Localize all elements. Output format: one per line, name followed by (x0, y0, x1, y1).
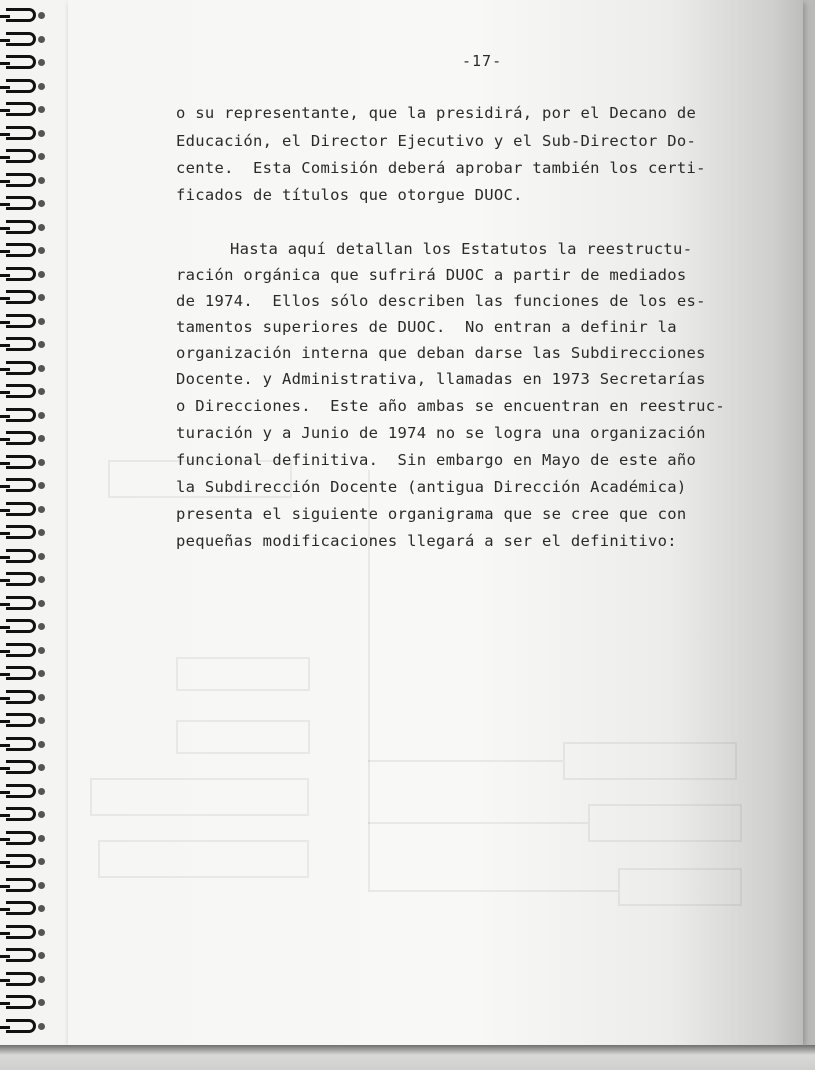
bleed-through-box (98, 840, 309, 878)
spiral-binding (0, 0, 48, 1045)
binding-ring (6, 314, 36, 328)
binding-hole (38, 459, 45, 466)
binding-ring (6, 1019, 36, 1033)
binding-hole (38, 106, 45, 113)
binding-hole (38, 670, 45, 677)
binding-ring (6, 384, 36, 398)
binding-ring (6, 619, 36, 633)
text-line: pequeñas modificaciones llegará a ser el definitivo: (176, 532, 677, 550)
binding-hole (38, 882, 45, 889)
binding-hole (38, 271, 45, 278)
binding-ring (6, 102, 36, 116)
bleed-through-line (368, 822, 588, 824)
binding-ring (6, 831, 36, 845)
text-line: turación y a Junio de 1974 no se logra una organización (176, 424, 706, 442)
text-line: tamentos superiores de DUOC. No entran a definir la (176, 318, 677, 336)
binding-hole (38, 12, 45, 19)
text-line: de 1974. Ellos sólo describen las funciones de los es- (176, 292, 706, 310)
binding-hole (38, 623, 45, 630)
bleed-through-box (618, 868, 742, 906)
binding-hole (38, 858, 45, 865)
binding-ring (6, 126, 36, 140)
binding-hole (38, 388, 45, 395)
binding-ring (6, 502, 36, 516)
binding-hole (38, 976, 45, 983)
binding-hole (38, 36, 45, 43)
binding-ring (6, 267, 36, 281)
binding-ring (6, 525, 36, 539)
page-number: -17- (462, 52, 503, 70)
text-line: Educación, el Director Ejecutivo y el Sub-Director Do- (176, 132, 697, 150)
binding-hole (38, 482, 45, 489)
binding-ring (6, 596, 36, 610)
binding-hole (38, 506, 45, 513)
binding-ring (6, 79, 36, 93)
binding-ring (6, 690, 36, 704)
binding-hole (38, 153, 45, 160)
binding-hole (38, 717, 45, 724)
binding-hole (38, 788, 45, 795)
binding-ring (6, 760, 36, 774)
binding-hole (38, 764, 45, 771)
binding-ring (6, 220, 36, 234)
binding-ring (6, 995, 36, 1009)
bleed-through-box (176, 657, 310, 691)
binding-ring (6, 290, 36, 304)
text-line: ración orgánica que sufrirá DUOC a partir de mediados (176, 266, 687, 284)
binding-hole (38, 999, 45, 1006)
bleed-through-box (176, 720, 310, 754)
bleed-through-line (368, 890, 618, 892)
binding-hole (38, 435, 45, 442)
binding-hole (38, 1023, 45, 1030)
text-line: ficados de títulos que otorgue DUOC. (176, 186, 523, 204)
document-page (68, 0, 803, 1045)
binding-ring (6, 408, 36, 422)
binding-hole (38, 741, 45, 748)
binding-hole (38, 553, 45, 560)
binding-ring (6, 901, 36, 915)
binding-ring (6, 737, 36, 751)
binding-ring (6, 878, 36, 892)
binding-hole (38, 294, 45, 301)
text-line: Hasta aquí detallan los Estatutos la reestructu- (230, 240, 693, 258)
binding-ring (6, 784, 36, 798)
bleed-through-line (368, 760, 563, 762)
text-line: la Subdirección Docente (antigua Dirección Académica) (176, 478, 687, 496)
binding-ring (6, 925, 36, 939)
binding-hole (38, 83, 45, 90)
binding-ring (6, 572, 36, 586)
text-line: presenta el siguiente organigrama que se cree que con (176, 505, 687, 523)
binding-ring (6, 666, 36, 680)
binding-ring (6, 478, 36, 492)
text-line: funcional definitiva. Sin embargo en Mayo de este año (176, 451, 697, 469)
bleed-through-box (90, 778, 309, 816)
binding-hole (38, 224, 45, 231)
binding-ring (6, 455, 36, 469)
binding-hole (38, 130, 45, 137)
binding-hole (38, 647, 45, 654)
binding-hole (38, 247, 45, 254)
binding-ring (6, 643, 36, 657)
binding-ring (6, 243, 36, 257)
binding-ring (6, 196, 36, 210)
binding-ring (6, 361, 36, 375)
page-edge-shadow (0, 1045, 815, 1070)
binding-ring (6, 55, 36, 69)
binding-hole (38, 318, 45, 325)
binding-ring (6, 149, 36, 163)
binding-ring (6, 337, 36, 351)
binding-hole (38, 529, 45, 536)
binding-hole (38, 929, 45, 936)
binding-hole (38, 952, 45, 959)
text-line: o Direcciones. Este año ambas se encuentran en reestruc- (176, 397, 726, 415)
binding-ring (6, 32, 36, 46)
binding-hole (38, 412, 45, 419)
binding-ring (6, 972, 36, 986)
text-line: cente. Esta Comisión deberá aprobar también los certi- (176, 159, 706, 177)
binding-hole (38, 811, 45, 818)
binding-hole (38, 341, 45, 348)
binding-ring (6, 173, 36, 187)
text-line: Docente. y Administrativa, llamadas en 1973 Secretarías (176, 370, 706, 388)
text-line: organización interna que deban darse las Subdirecciones (176, 344, 706, 362)
binding-hole (38, 576, 45, 583)
bleed-through-box (588, 804, 742, 842)
binding-hole (38, 835, 45, 842)
binding-hole (38, 694, 45, 701)
binding-ring (6, 549, 36, 563)
binding-hole (38, 177, 45, 184)
binding-ring (6, 713, 36, 727)
binding-hole (38, 600, 45, 607)
binding-ring (6, 948, 36, 962)
binding-hole (38, 365, 45, 372)
binding-hole (38, 59, 45, 66)
binding-ring (6, 807, 36, 821)
binding-ring (6, 8, 36, 22)
binding-hole (38, 905, 45, 912)
bleed-through-box (563, 742, 737, 780)
binding-ring (6, 854, 36, 868)
binding-hole (38, 200, 45, 207)
binding-ring (6, 431, 36, 445)
text-line: o su representante, que la presidirá, por el Decano de (176, 104, 697, 122)
